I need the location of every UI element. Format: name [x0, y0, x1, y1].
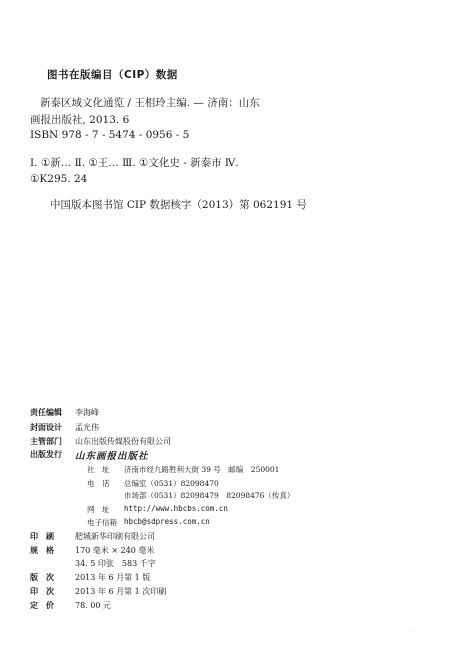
printer-label: 印 刷 — [30, 532, 54, 541]
email-value: hbcb@sdpress.com.cn — [124, 517, 210, 526]
address-label: 社 址 — [87, 465, 110, 474]
price-value: 78. 00 元 — [75, 601, 111, 610]
editor-label: 责任编辑 — [30, 408, 62, 417]
spec-value: 170 毫米 × 240 毫米 — [75, 546, 155, 555]
spec-label: 规 格 — [30, 546, 54, 555]
website-value: http://www.hbcbs.com.cn — [124, 504, 228, 513]
cip-isbn: ISBN 978 - 7 - 5474 - 0956 - 5 — [30, 129, 190, 141]
cip-bibliographic-line: 新泰区域文化通览 / 王相玲主编. — 济南：山东 — [40, 97, 260, 109]
cip-classification: ①K295. 24 — [30, 173, 88, 185]
editor-value: 李海峰 — [75, 408, 99, 417]
cip-publication-line: 画报出版社, 2013. 6 — [30, 114, 130, 126]
phone-editorial: 总编室（0531）82098470 — [124, 479, 219, 488]
publisher-logo: 山东画报出版社 — [75, 451, 149, 462]
cip-subject-line: Ⅰ. ①新… Ⅱ. ①王… Ⅲ. ①文化史 - 新泰市 Ⅳ. — [30, 157, 239, 169]
email-label: 电子信箱 — [87, 518, 117, 527]
impression-value: 2013 年 6 月第 1 次印刷 — [75, 587, 167, 596]
cover-design-label: 封面设计 — [30, 423, 62, 432]
supervisor-label: 主管部门 — [30, 437, 62, 446]
price-label: 定 价 — [30, 601, 54, 610]
website-label: 网 址 — [87, 505, 110, 514]
cover-design-value: 孟光伟 — [75, 423, 99, 432]
address-value: 济南市经九路胜利大街 39 号 邮编 250001 — [124, 465, 280, 474]
edition-value: 2013 年 6 月第 1 版 — [75, 573, 151, 582]
phone-marketing: 市场部（0531）82098479 82098476（传真） — [124, 491, 295, 500]
supervisor-value: 山东出版传媒股份有限公司 — [75, 437, 171, 446]
cip-heading: 图书在版编目（CIP）数据 — [47, 69, 178, 81]
publisher-label: 出版发行 — [30, 450, 62, 459]
scan-mark: · — [410, 628, 412, 635]
spec-sheets-words: 34. 5 印张 583 千字 — [75, 559, 156, 568]
phone-label: 电 话 — [87, 479, 110, 488]
cip-data-number: 中国版本图书馆 CIP 数据核字（2013）第 062191 号 — [50, 199, 307, 211]
printer-value: 肥城新华印刷有限公司 — [75, 532, 155, 541]
edition-label: 版 次 — [30, 573, 54, 582]
impression-label: 印 次 — [30, 587, 54, 596]
